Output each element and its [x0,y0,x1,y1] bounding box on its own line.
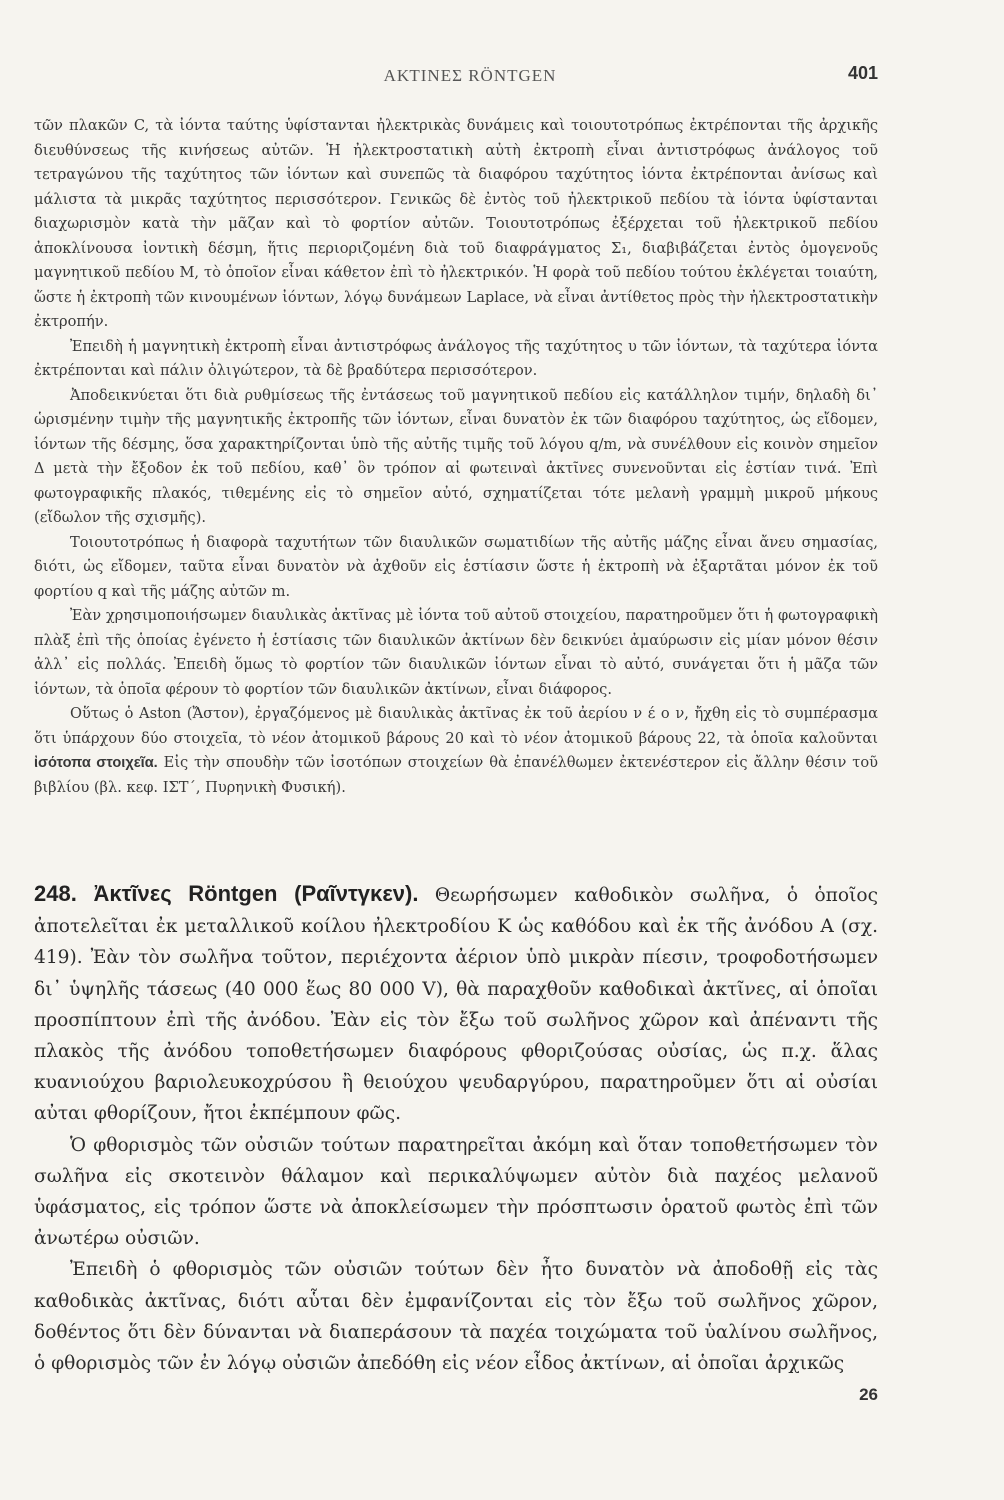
aston-paragraph [34,702,878,800]
paragraph: Ἐὰν χρησιμοποιήσωμεν διαυλικὰς ἀκτῖνας μὲ ἰόντα τοῦ αὐτοῦ στοιχείου, παρατηροῦμεν ὅτι ἡ φωτογραφικὴ πλὰξ ἐπὶ τῆς ὁποίας ἐγένετο ἡ ἑστίασις τῶν διαυλικῶν ἀκτίνων δὲν δεικνύει ἀμαύρωσιν εἰς μίαν μόνον θέσιν ἀλλ᾽ εἰς πολλάς. Ἐπειδὴ ὅμως τὸ φορτίον τῶν διαυλικῶν ἰόντων εἶναι τὸ αὐτό, συνάγεται ὅτι ἡ μᾶζα τῶν ἰόντων, τὰ ὁποῖα φέρουν τὸ φορτίον τῶν διαυλικῶν ἀκτίνων, εἶναι διάφορος. [34,607,878,698]
paragraph: Ἐπειδὴ ὁ φθορισμὸς τῶν οὐσιῶν τούτων δὲν ἦτο δυνατὸν νὰ ἀποδοθῇ εἰς τὰς καθοδικὰς ἀκτῖνας, διότι αὗται δὲν ἐμφανίζονται εἰς τὸν ἔξω τοῦ σωλῆνος χῶρον, δοθέντος ὅτι δὲν δύνανται νὰ διαπεράσουν τὰ παχέα τοιχώματα τοῦ ὑαλίνου σωλῆνος, ὁ φθορισμὸς τῶν ἐν λόγῳ οὐσιῶν ἀπεδόθη εἰς νέον εἶδος ἀκτίνων, αἱ ὁποῖαι ἀρχικῶς [34,1259,878,1375]
section-248 [34,878,878,1379]
section-first-paragraph [34,878,878,1130]
page-number: 401 [847,63,878,83]
isotopes-term: ἰσότοπα στοιχεῖα. [34,755,158,771]
signature-mark: 26 [859,1385,878,1404]
paragraph: Ἐπειδὴ ἡ μαγνητικὴ ἐκτροπὴ εἶναι ἀντιστρόφως ἀνάλογος τῆς ταχύτητος υ τῶν ἰόντων, τὰ ταχύτερα ἰόντα ἐκτρέπονται καὶ πάλιν ὀλιγώτερον, τὰ δὲ βραδύτερα περισσότερον. [34,337,878,379]
small-print-block [34,114,878,800]
aston-text-start: Οὕτως ὁ Aston (Ἄστον), ἐργαζόμενος μὲ διαυλικὰς ἀκτῖνας ἐκ τοῦ ἀερίου ν έ ο ν, ἤχθη εἰς τὸ συμπέρασμα ὅτι ὑπάρχουν δύο στοιχεῖα, τὸ νέον ἀτομικοῦ βάρους 20 καὶ τὸ νέον ἀτομικοῦ βάρους 22, τὰ ὁποῖα καλοῦνται [34,705,878,747]
paragraph: Τοιουτοτρόπως ἡ διαφορὰ ταχυτήτων τῶν διαυλικῶν σωματιδίων τῆς αὐτῆς μάζης εἶναι ἄνευ σημασίας, διότι, ὡς εἴδομεν, ταῦτα εἶναι δυνατὸν νὰ ἀχθοῦν εἰς ἑστίασιν ὥστε ἡ ἐκτροπὴ νὰ ἐξαρτᾶται μόνον ἐκ τοῦ φορτίου q καὶ τῆς μάζης αὐτῶν m. [34,533,878,600]
paragraph: Ἀποδεικνύεται ὅτι διὰ ρυθμίσεως τῆς ἐντάσεως τοῦ μαγνητικοῦ πεδίου εἰς κατάλληλον τιμήν, δηλαδὴ δι᾽ ὡρισμένην τιμὴν τῆς μαγνητικῆς ἐκτροπῆς τῶν ἰόντων, εἶναι δυνατὸν ἐκ τῶν διαφόρου ταχύτητος, ὡς εἴδομεν, ἰόντων τῆς δέσμης, ὅσα χαρακτηρίζονται ὑπὸ τῆς αὐτῆς τιμῆς τοῦ λόγου q/m, νὰ συνέλθουν εἰς κοινὸν σημεῖον Δ μετὰ τὴν ἔξοδον ἐκ τοῦ πεδίου, καθ᾽ ὃν τρόπον αἱ φωτειναὶ ἀκτῖνες συνενοῦνται εἰς ἑστίαν τινά. Ἐπὶ φωτογραφικῆς πλακός, τιθεμένης εἰς τὸ σημεῖον αὐτό, σχηματίζεται τότε μελανὴ γραμμὴ μικροῦ μήκους (εἴδωλον τῆς σχισμῆς). [34,386,878,526]
section-first-text: Θεωρήσωμεν καθοδικὸν σωλῆνα, ὁ ὁποῖος ἀποτελεῖται ἐκ μεταλλικοῦ κοίλου ἠλεκτροδίου Κ ὡς καθόδου καὶ ἐκ τῆς ἀνόδου Α (σχ. 419). Ἐὰν τὸν σωλῆνα τοῦτον, περιέχοντα ἀέριον ὑπὸ μικρὰν πίεσιν, τροφοδοτήσωμεν δι᾽ ὑψηλῆς τάσεως (40 000 ἕως 80 000 V), θὰ παραχθοῦν καθοδικαὶ ἀκτῖνες, αἱ ὁποῖαι προσπίπτουν ἐπὶ τῆς ἀνόδου. Ἐὰν εἰς τὸν ἔξω τοῦ σωλῆνος χῶρον καὶ ἀπέναντι τῆς πλακὸς τῆς ἀνόδου τοποθετήσωμεν διαφόρους φθοριζούσας οὐσίας, ὡς π.χ. ἅλας κυανιούχου βαριολευκοχρύσου ἢ θειούχου ψευδαργύρου, παρατηροῦμεν ὅτι αἱ οὐσίαι αὐται φθορίζουν, ἤτοι ἐκπέμπουν φῶς. [34,885,878,1125]
section-heading: 248. Ἀκτῖνες Röntgen (Ραῖντγκεν). [34,881,419,906]
paragraph: Ὁ φθορισμὸς τῶν οὐσιῶν τούτων παρατηρεῖται ἀκόμη καὶ ὅταν τοποθετήσωμεν τὸν σωλῆνα εἰς σκοτεινὸν θάλαμον καὶ περικαλύψωμεν αὐτὸν διὰ παχέος μελανοῦ ὑφάσματος, εἰς τρόπον ὥστε νὰ ἀποκλείσωμεν τὴν πρόσπτωσιν ὁρατοῦ φωτὸς ἐπὶ τῶν ἀνωτέρω οὐσιῶν. [34,1134,878,1250]
running-head: ΑΚΤΙΝΕΣ RÖNTGEN [383,66,557,85]
aston-text-end: Εἰς τὴν σπουδὴν τῶν ἰσοτόπων στοιχείων θὰ ἐπανέλθωμεν ἐκτενέστερον εἰς ἄλλην θέσιν τοῦ βιβλίου (βλ. κεφ. ΙΣΤ΄, Πυρηνικὴ Φυσική). [34,754,878,796]
paragraph: τῶν πλακῶν C, τὰ ἰόντα ταύτης ὑφίστανται ἠλεκτρικὰς δυνάμεις καὶ τοιουτοτρόπως ἐκτρέπονται τῆς ἀρχικῆς διευθύνσεως τῆς κινήσεως αὐτῶν. Ἡ ἠλεκτροστατικὴ αὐτὴ ἐκτροπὴ εἶναι ἀντιστρόφως ἀνάλογος τοῦ τετραγώνου τῆς ταχύτητος τῶν ἰόντων καὶ συνεπῶς τὰ διαφόρου ταχύτητος ἰόντα ἐκτρέπονται ἀνίσως καὶ μάλιστα τὰ μικρᾶς ταχύτητος περισσότερον. Γενικῶς δὲ ἐντὸς τοῦ ἠλεκτρικοῦ πεδίου τὰ ἰόντα ὑφίστανται διαχωρισμὸν κατὰ τὴν μᾶζαν καὶ τὸ φορτίον αὐτῶν. Τοιουτοτρόπως ἐξέρχεται τοῦ ἠλεκτρικοῦ πεδίου ἀποκλίνουσα ἰοντικὴ δέσμη, ἥτις περιοριζομένη διὰ τοῦ διαφράγματος Σ₁, διαβιβάζεται ἐντὸς ὁμογενοῦς μαγνητικοῦ πεδίου Μ, τὸ ὁποῖον εἶναι κάθετον ἐπὶ τὸ ἠλεκτρικόν. Ἡ φορὰ τοῦ πεδίου τούτου ἐκλέγεται τοιαύτη, ὥστε ἡ ἐκτροπὴ τῶν κινουμένων ἰόντων, λόγῳ δυνάμεων Laplace, νὰ εἶναι ἀντίθετος πρὸς τὴν ἠλεκτροστατικὴν ἐκτροπήν. [34,117,878,330]
